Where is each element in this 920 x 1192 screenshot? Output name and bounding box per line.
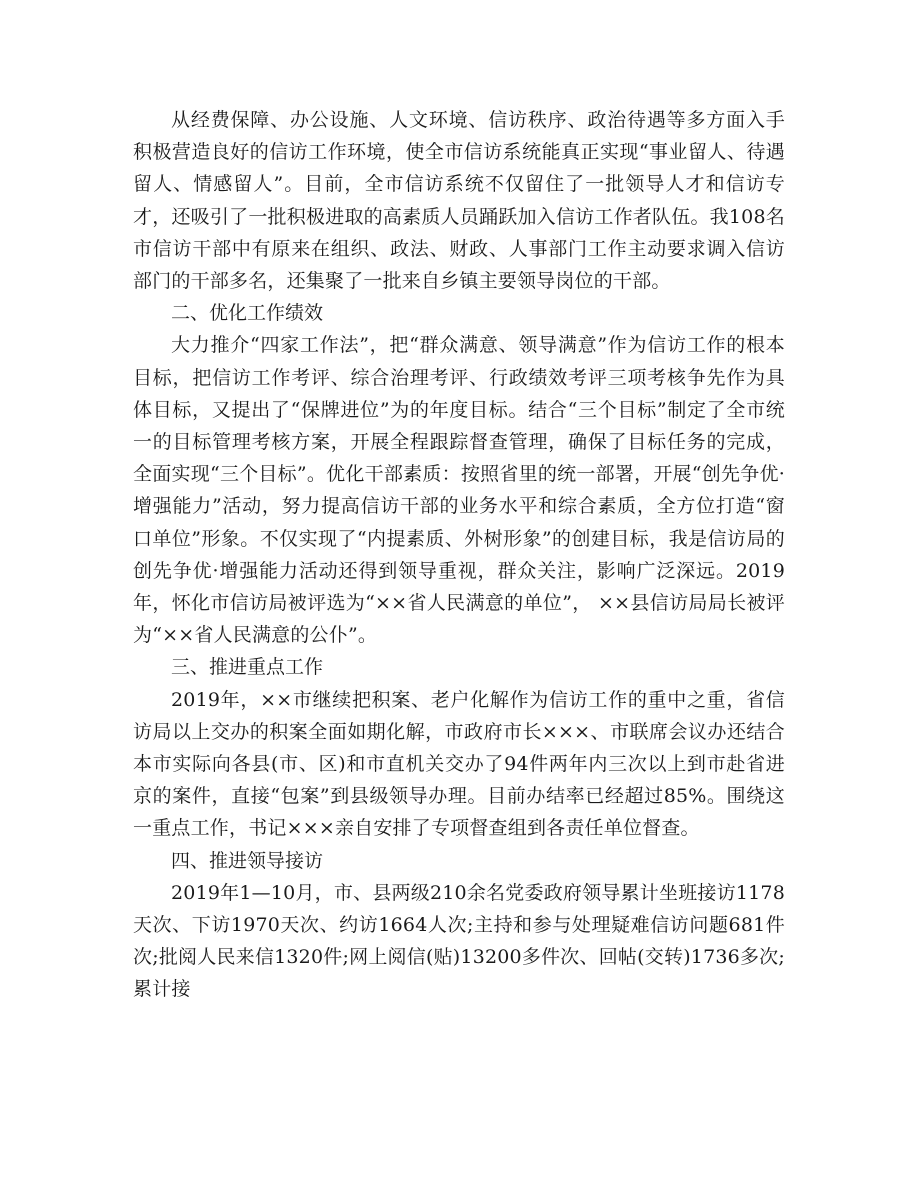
paragraph-performance: 大力推介“四家工作法”，把“群众满意、领导满意”作为信访工作的根本目标，把信访工作考评、综合治理考评、行政绩效考评三项考核争先作为具体目标，又提出了“保牌进位”为的年度目标。结合“三个目标”制定了全市统一的目标管理考核方案，开展全程跟踪督查管理，确保了目标任务的完成，全面实现“三个目标”。优化干部素质：按照省里的统一部署，开展“创先争优·增强能力”活动，努力提高信访干部的业务水平和综合素质，全方位打造“窗口单位”形象。不仅实现了“内提素质、外树形象”的创建目标，我是信访局的创先争优·增强能力活动还得到领导重视，群众关注，影响广泛深远。2019年，怀化市信访局被评选为“××省人民满意的单位”， ××县信访局局长被评为“××省人民满意的公仆”。 [133,334,785,647]
section-heading-3: 三、推进重点工作 [171,656,324,679]
section-heading-2: 二、优化工作绩效 [171,302,324,325]
paragraph-work-environment: 从经费保障、办公设施、人文环境、信访秩序、政治待遇等多方面入手积极营造良好的信访工作环境，使全市信访系统能真正实现“事业留人、待遇留人、情感留人”。目前，全市信访系统不仅留住了一批领导人才和信访专才，还吸引了一批积极进取的高素质人员踊跃加入信访工作者队伍。我108名市信访干部中有原来在组织、政法、财政、人事部门工作主动要求调入信访部门的干部多名，还集聚了一批来自乡镇主要领导岗位的干部。 [133,109,785,293]
document-body [133,104,785,1006]
section-heading-4: 四、推进领导接访 [171,849,324,872]
paragraph-leader-reception: 2019年1—10月，市、县两级210余名党委政府领导累计坐班接访1178天次、下访1970天次、约访1664人次;主持和参与处理疑难信访问题681件次;批阅人民来信1320件;网上阅信(贴)13200多件次、回帖(交转)1736多次;累计接 [133,881,785,1001]
paragraph-key-work: 2019年，××市继续把积案、老户化解作为信访工作的重中之重，省信访局以上交办的积案全面如期化解，市政府市长×××、市联席会议办还结合本市实际向各县(市、区)和市直机关交办了94件两年内三次以上到市赴省进京的案件，直接“包案”到县级领导办理。目前办结率已经超过85%。围绕这一重点工作，书记×××亲自安排了专项督查组到各责任单位督查。 [133,688,785,840]
